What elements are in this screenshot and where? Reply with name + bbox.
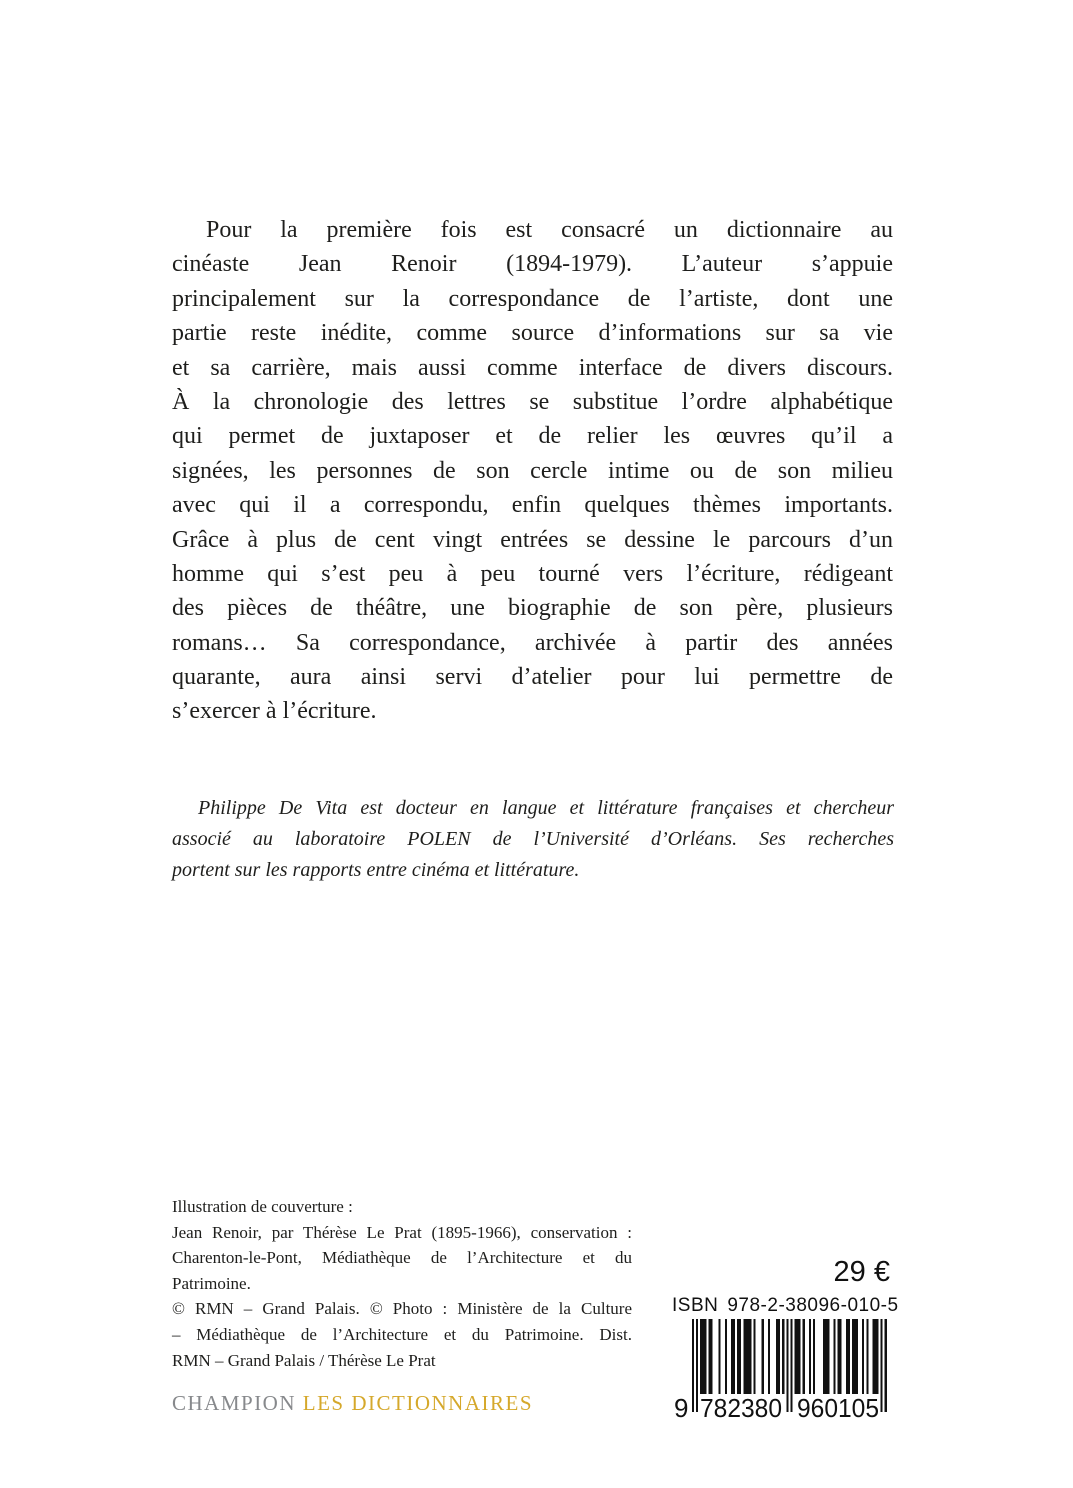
synopsis-line: avec qui il a correspondu, enfin quelques thèmes importants. <box>172 492 893 519</box>
synopsis-line: qui permet de juxtaposer et de relier les œuvres qu’il a <box>172 423 893 450</box>
author-bio-paragraph <box>172 793 894 886</box>
credit-line: Jean Renoir, par Thérèse Le Prat (1895-1966), conservation : <box>172 1222 632 1242</box>
synopsis-line: principalement sur la correspondance de l’artiste, dont une <box>172 285 893 312</box>
synopsis-line: signées, les personnes de son cercle intime ou de son milieu <box>172 457 893 484</box>
barcode-digits-right: 960105 <box>797 1393 879 1420</box>
synopsis-line: des pièces de théâtre, une biographie de son père, plusieurs <box>172 595 893 622</box>
synopsis-line: et sa carrière, mais aussi comme interface de divers discours. <box>172 354 893 381</box>
price-label: 29 € <box>833 1256 890 1288</box>
synopsis-line: partie reste inédite, comme source d’informations sur sa vie <box>172 320 893 347</box>
author-bio-line: Philippe De Vita est docteur en langue et littérature françaises et chercheur <box>198 797 894 819</box>
credit-line: © RMN – Grand Palais. © Photo : Ministère de la Culture <box>172 1299 632 1319</box>
author-bio-line: portent sur les rapports entre cinéma et littérature. <box>172 859 580 881</box>
synopsis-line: quarante, aura ainsi servi d’atelier pour lui permettre de <box>172 664 893 691</box>
synopsis-paragraph <box>172 213 893 729</box>
synopsis-line: Grâce à plus de cent vingt entrées se dessine le parcours d’un <box>172 526 893 553</box>
barcode-digit-first: 9 <box>674 1393 689 1420</box>
series-name: LES DICTIONNAIRES <box>302 1391 534 1415</box>
publisher-brand <box>172 1391 533 1416</box>
credit-line: Illustration de couverture : <box>172 1197 353 1216</box>
credit-line: Charenton-le-Pont, Médiathèque de l’Architecture et du <box>172 1248 632 1268</box>
credit-line: RMN – Grand Palais / Thérèse Le Prat <box>172 1350 436 1370</box>
isbn-line <box>672 1295 899 1316</box>
synopsis-line: cinéaste Jean Renoir (1894-1979). L’auteur s’appuie <box>172 251 893 278</box>
isbn-label: ISBN <box>672 1295 719 1316</box>
synopsis-line: s’exercer à l’écriture. <box>172 698 377 725</box>
synopsis-line: À la chronologie des lettres se substitue l’ordre alphabétique <box>172 388 893 415</box>
isbn-value: 978-2-38096-010-5 <box>727 1295 899 1316</box>
cover-credits <box>172 1194 632 1373</box>
synopsis-line: Pour la première fois est consacré un dictionnaire au <box>206 217 893 243</box>
author-bio-line: associé au laboratoire POLEN de l’Université d’Orléans. Ses recherches <box>172 828 894 850</box>
synopsis-line: homme qui s’est peu à peu tourné vers l’écriture, rédigeant <box>172 560 893 587</box>
synopsis-line: romans… Sa correspondance, archivée à partir des années <box>172 629 893 656</box>
credit-line: – Médiathèque de l’Architecture et du Patrimoine. Dist. <box>172 1324 632 1344</box>
ean13-barcode <box>672 1319 888 1420</box>
credit-line: Patrimoine. <box>172 1273 251 1293</box>
publisher-name: CHAMPION <box>172 1391 297 1415</box>
isbn-block <box>672 1256 899 1420</box>
barcode-digits-left: 782380 <box>700 1393 782 1420</box>
